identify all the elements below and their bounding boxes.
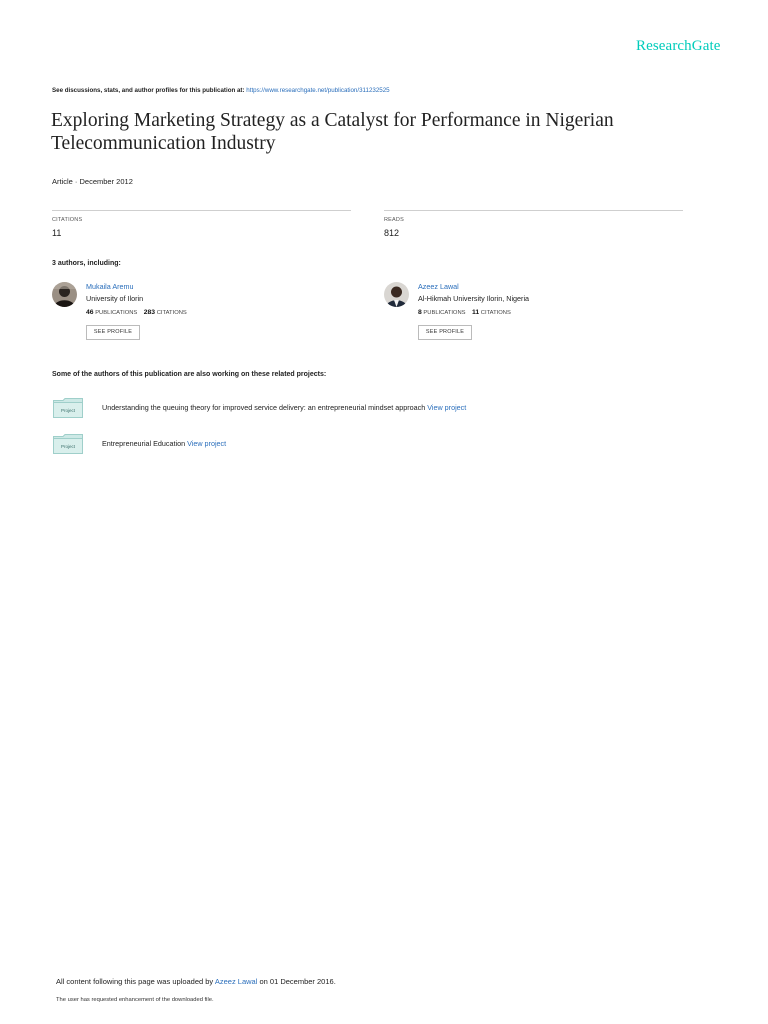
author-publications-count: 8 — [418, 309, 422, 316]
project-title: Entrepreneurial Education — [102, 439, 186, 448]
project-item — [102, 439, 226, 448]
citations-divider — [52, 210, 351, 211]
author-stats — [86, 309, 187, 316]
author-citations-label: CITATIONS — [480, 310, 511, 316]
related-projects-heading: Some of the authors of this publication are also working on these related projects: — [52, 371, 327, 378]
citations-label: CITATIONS — [52, 217, 83, 223]
author-citations-count: 283 — [143, 309, 156, 316]
author-institution: University of Ilorin — [86, 294, 144, 303]
view-project-link[interactable]: View project — [187, 439, 227, 448]
reads-value: 812 — [384, 228, 400, 238]
publication-meta: Article · December 2012 — [52, 177, 133, 186]
author-publications-label: PUBLICATIONS — [423, 310, 466, 316]
reads-divider — [384, 210, 683, 211]
enhancement-note: The user has requested enhancement of the downloaded file. — [56, 997, 214, 1003]
upload-suffix: on 01 December 2016. — [259, 977, 336, 986]
publication-url-link[interactable]: https://www.researchgate.net/publication/311232525 — [246, 87, 390, 94]
author-citations-count: 11 — [471, 309, 480, 316]
author-avatar[interactable] — [52, 282, 77, 307]
author-publications-label: PUBLICATIONS — [95, 310, 138, 316]
author-name-link[interactable]: Mukaila Aremu — [86, 282, 134, 291]
author-institution: Al-Hikmah University Ilorin, Nigeria — [418, 294, 530, 303]
project-folder-icon — [53, 398, 83, 418]
discussion-line — [52, 87, 390, 94]
upload-prefix: All content following this page was uploaded by — [56, 977, 214, 986]
upload-notice — [56, 977, 336, 986]
author-publications-count: 46 — [86, 309, 94, 316]
reads-label: READS — [384, 217, 404, 223]
project-item — [102, 403, 466, 412]
see-profile-button[interactable]: SEE PROFILE — [418, 325, 472, 340]
project-title: Understanding the queuing theory for improved service delivery: an entrepreneurial mindset approach — [102, 403, 426, 412]
see-profile-button[interactable]: SEE PROFILE — [86, 325, 140, 340]
author-stats — [418, 309, 511, 316]
citations-value: 11 — [52, 228, 62, 238]
author-name-link[interactable]: Azeez Lawal — [418, 282, 459, 291]
project-icon-label: Project — [60, 444, 76, 449]
discussion-prefix: See discussions, stats, and author profiles for this publication at: — [52, 87, 245, 94]
view-project-link[interactable]: View project — [427, 403, 467, 412]
authors-heading: 3 authors, including: — [52, 260, 121, 267]
author-avatar[interactable] — [384, 282, 409, 307]
project-folder-icon — [53, 434, 83, 454]
researchgate-logo[interactable]: ResearchGate — [636, 38, 721, 54]
uploader-link[interactable]: Azeez Lawal — [214, 977, 258, 986]
publication-title: Exploring Marketing Strategy as a Catalyst for Performance in Nigerian Telecommunication Industry — [51, 110, 614, 154]
project-icon-label: Project — [60, 408, 76, 413]
author-citations-label: CITATIONS — [156, 310, 187, 316]
